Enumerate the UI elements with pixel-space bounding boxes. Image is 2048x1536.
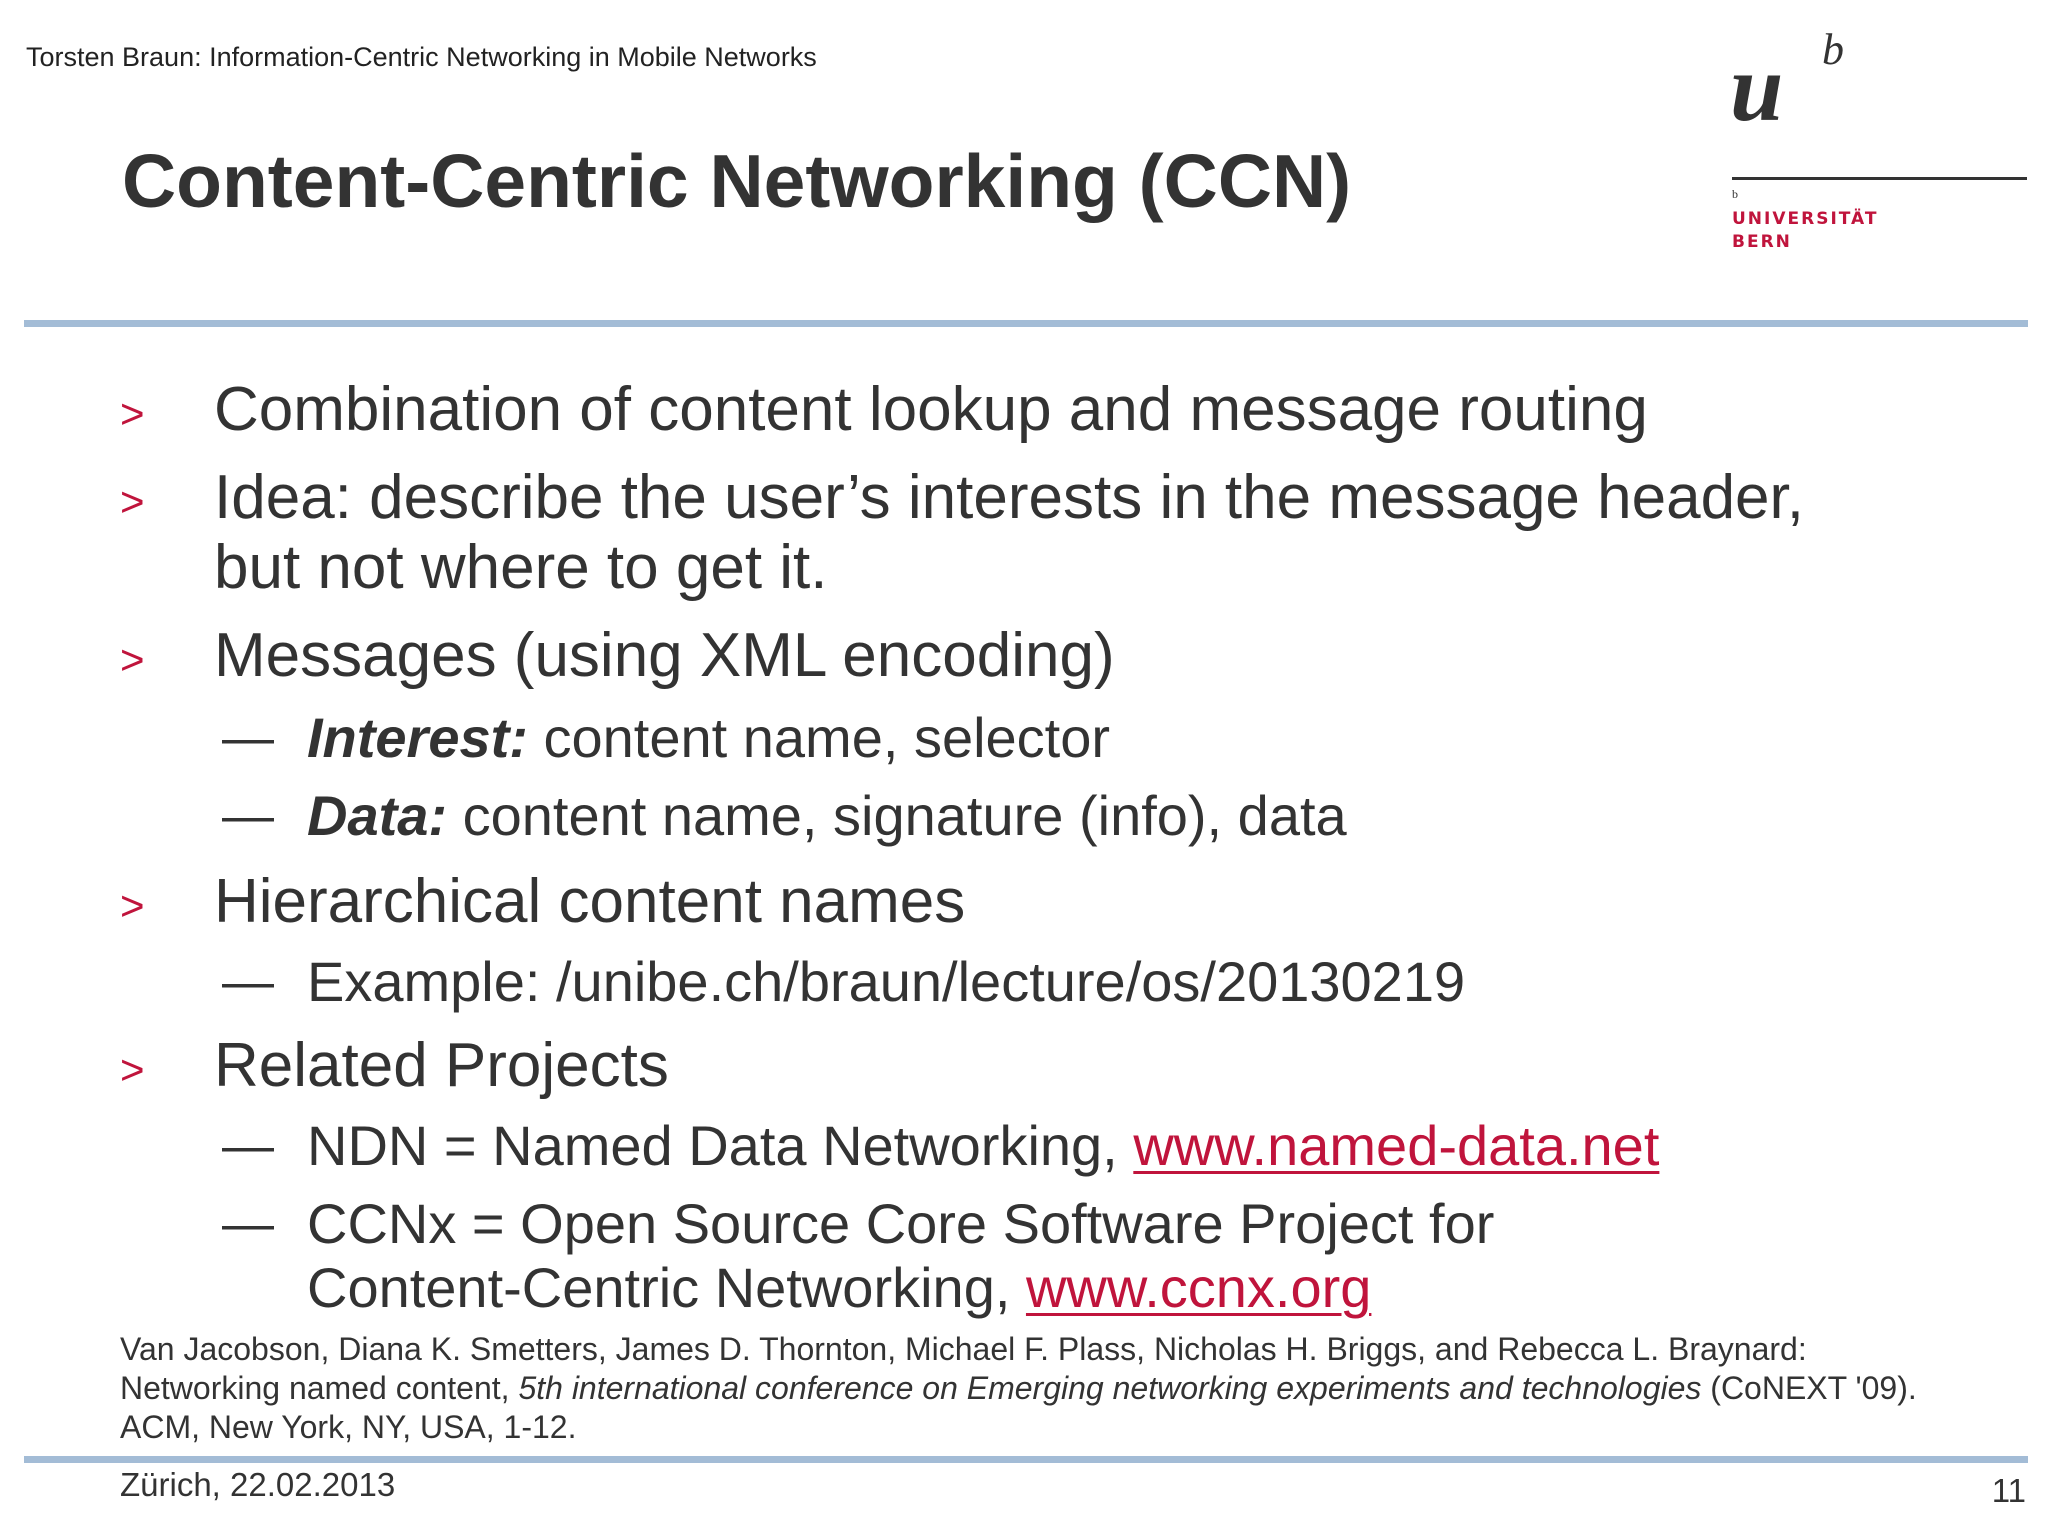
interest-text: content name, selector	[527, 706, 1111, 769]
reference-title: Networking named content,	[120, 1370, 519, 1406]
sub-bullet-interest	[307, 706, 1110, 770]
page-number: 11	[1991, 1472, 2026, 1509]
footer-place-date: Zürich, 22.02.2013	[120, 1466, 396, 1503]
logo-rule	[1732, 177, 2027, 180]
ub-logo-mark	[1730, 20, 1860, 130]
reference-publisher: ACM, New York, NY, USA, 1-12.	[120, 1409, 577, 1445]
reference-authors: Van Jacobson, Diana K. Smetters, James D. Thornton, Michael F. Plass, Nicholas H. Briggs, and Rebecca L. Braynard:	[120, 1331, 1807, 1367]
sub-bullet-dash: —	[222, 709, 274, 767]
sub-bullet-dash: —	[222, 787, 274, 845]
footer-divider	[24, 1456, 2028, 1463]
data-text: content name, signature (info), data	[447, 784, 1347, 847]
bullet-idea-line2: but not where to get it.	[214, 533, 828, 602]
bullet-messages: Messages (using XML encoding)	[214, 621, 1115, 690]
bullet-marker: >	[120, 390, 145, 437]
bullet-idea-line1: Idea: describe the user’s interests in the message header,	[214, 463, 1804, 532]
logo-mark-b: b	[1822, 25, 1844, 74]
sub-bullet-dash: —	[222, 1117, 274, 1175]
ccnx-link[interactable]: www.ccnx.org	[1025, 1256, 1372, 1319]
reference-citation	[120, 1330, 2020, 1447]
logo-wordmark	[1732, 208, 1879, 254]
bullet-marker: >	[120, 1046, 145, 1093]
bullet-content-lookup: Combination of content lookup and message routing	[214, 375, 1648, 444]
data-label: Data:	[307, 784, 448, 847]
slide-title: Content-Centric Networking (CCN)	[122, 139, 1352, 223]
bullet-marker: >	[120, 636, 145, 683]
interest-label: Interest:	[307, 706, 528, 769]
bullet-hierarchical-names: Hierarchical content names	[214, 867, 966, 936]
bullet-related-projects: Related Projects	[214, 1031, 669, 1100]
sub-bullet-data	[307, 784, 1347, 848]
reference-title-line	[120, 1369, 2020, 1408]
sub-bullet-ccnx-line2	[307, 1256, 1371, 1320]
sub-bullet-dash: —	[222, 1195, 274, 1253]
header-text: Torsten Braun: Information-Centric Networking in Mobile Networks	[26, 42, 817, 72]
ccnx-text: Content-Centric Networking,	[307, 1256, 1026, 1319]
bullet-marker: >	[120, 882, 145, 929]
reference-venue-suffix: (CoNEXT '09).	[1701, 1370, 1917, 1406]
bullet-marker: >	[120, 478, 145, 525]
sub-bullet-ccnx-line1: CCNx = Open Source Core Software Project for	[307, 1192, 1495, 1255]
header-divider	[24, 320, 2028, 327]
sub-bullet-dash: —	[222, 953, 274, 1011]
sub-bullet-example: Example: /unibe.ch/braun/lecture/os/20130219	[307, 950, 1466, 1013]
logo-mark-u: u	[1730, 34, 1784, 130]
logo-wordmark-line2: BERN	[1732, 232, 1792, 252]
logo-wordmark-line1: UNIVERSITÄT	[1732, 209, 1879, 229]
sub-bullet-ndn	[307, 1114, 1659, 1178]
ndn-text: NDN = Named Data Networking,	[307, 1114, 1134, 1177]
reference-venue: 5th international conference on Emerging networking experiments and technologies	[518, 1370, 1702, 1406]
logo-small-b: b	[1732, 187, 1738, 201]
university-logo	[1730, 20, 2030, 270]
ndn-link[interactable]: www.named-data.net	[1133, 1114, 1660, 1177]
